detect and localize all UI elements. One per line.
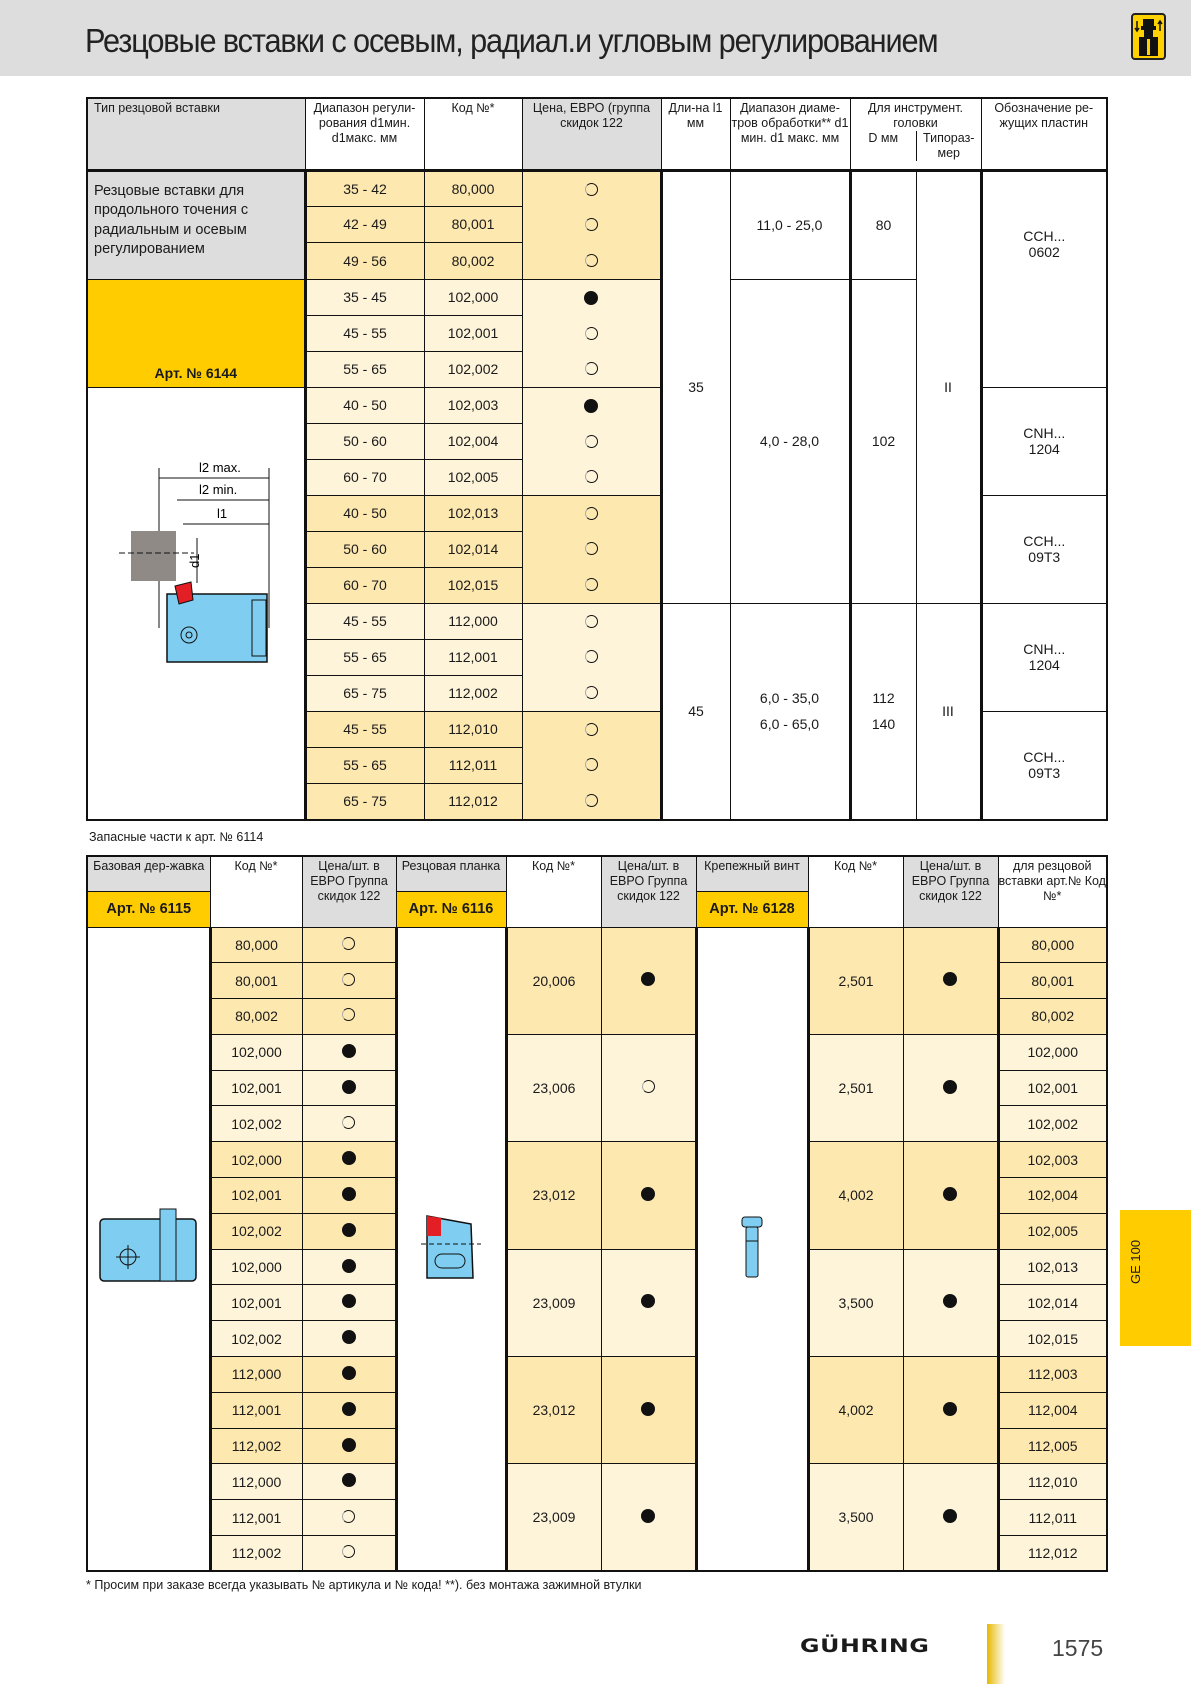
article-holder: Арт. № 6115 <box>87 891 210 927</box>
available-filled-circle-icon <box>342 1438 356 1452</box>
on-request-open-circle-icon <box>342 1116 355 1129</box>
price-cell <box>522 603 661 711</box>
available-filled-circle-icon <box>641 1294 655 1308</box>
code-cell: 102,014 <box>424 531 522 567</box>
screw-code-cell: 3,500 <box>808 1249 903 1356</box>
available-filled-circle-icon <box>342 1294 356 1308</box>
spare-parts-caption: Запасные части к арт. № 6114 <box>89 830 264 844</box>
for-insert-code-cell: 102,001 <box>998 1070 1107 1106</box>
for-insert-code-cell: 102,013 <box>998 1249 1107 1285</box>
available-filled-circle-icon <box>943 1080 957 1094</box>
plate-size: 09T3 <box>1028 765 1061 781</box>
for-insert-code-cell: 102,003 <box>998 1142 1107 1178</box>
code-cell: 80,002 <box>424 243 522 279</box>
holder-code-cell: 112,002 <box>210 1428 302 1464</box>
range-cell: 45 - 55 <box>305 711 424 747</box>
for-insert-code-cell: 112,010 <box>998 1464 1107 1500</box>
header-holder: Базовая дер-жавка <box>87 856 210 891</box>
plate-price-cell <box>601 927 696 1034</box>
available-filled-circle-icon <box>641 1509 655 1523</box>
insert-table <box>86 97 1108 821</box>
plate-cell <box>981 170 1107 387</box>
plate-size: 09T3 <box>1028 549 1061 565</box>
header-screw-code: Код №* <box>808 856 903 927</box>
plate-cell <box>981 603 1107 711</box>
range-cell: 49 - 56 <box>305 243 424 279</box>
available-filled-circle-icon <box>342 1151 356 1165</box>
head-d-cell: 80 <box>850 170 916 279</box>
range-cell: 65 - 75 <box>305 675 424 711</box>
on-request-open-circle-icon <box>585 507 598 520</box>
screw-price-cell <box>903 1034 998 1141</box>
header-type: Тип резцовой вставки <box>87 98 305 170</box>
holder-price-cell <box>302 1392 396 1428</box>
plate-code-cell: 23,012 <box>506 1357 601 1464</box>
range-cell: 42 - 49 <box>305 206 424 242</box>
holder-code-cell: 102,001 <box>210 1178 302 1214</box>
range-cell: 55 - 65 <box>305 747 424 783</box>
available-filled-circle-icon <box>943 1294 957 1308</box>
code-cell: 102,003 <box>424 387 522 423</box>
page-number: 1575 <box>1052 1635 1104 1661</box>
available-filled-circle-icon <box>641 1402 655 1416</box>
screw-price-cell <box>903 1357 998 1464</box>
head-d: 140 <box>871 716 896 732</box>
on-request-open-circle-icon <box>342 937 355 950</box>
plate-code-cell: 23,009 <box>506 1249 601 1356</box>
d1-label: d1 <box>186 553 202 568</box>
header-for-insert: для резцовой вставки арт.№ Код №* <box>998 856 1107 927</box>
range-cell: 50 - 60 <box>305 423 424 459</box>
plate-price-cell <box>601 1034 696 1141</box>
head-d-cell: 102 <box>850 279 916 603</box>
holder-code-cell: 112,001 <box>210 1392 302 1428</box>
header-holder-price: Цена/шт. в ЕВРО Группа скидок 122 <box>302 856 396 927</box>
holder-code-cell: 80,001 <box>210 963 302 999</box>
code-cell: 102,001 <box>424 315 522 351</box>
base-holder-image <box>98 1207 198 1287</box>
length-cell: 35 <box>661 170 730 603</box>
available-filled-circle-icon <box>342 1366 356 1380</box>
holder-code-cell: 112,001 <box>210 1500 302 1536</box>
plate-type: CNH... <box>1023 641 1066 657</box>
header-code: Код №* <box>424 98 522 170</box>
on-request-open-circle-icon <box>585 578 598 591</box>
holder-price-cell <box>302 927 396 963</box>
plate-price-cell <box>601 1142 696 1249</box>
on-request-open-circle-icon <box>585 218 598 231</box>
head-d: 112 <box>872 690 895 706</box>
plate-code-cell: 20,006 <box>506 927 601 1034</box>
price-cell <box>522 387 661 495</box>
plate-type: CCH... <box>1023 749 1066 765</box>
for-insert-code-cell: 112,012 <box>998 1536 1107 1572</box>
for-insert-code-cell: 102,015 <box>998 1321 1107 1357</box>
range-cell: 40 - 50 <box>305 495 424 531</box>
holder-code-cell: 102,001 <box>210 1070 302 1106</box>
for-insert-code-cell: 112,004 <box>998 1392 1107 1428</box>
l2max-label: l2 max. <box>198 459 241 475</box>
available-filled-circle-icon <box>641 972 655 986</box>
header-diam: Диапазон диаме-тров обработки** d1 мин. d1 макс. мм <box>730 98 850 170</box>
holder-price-cell <box>302 1285 396 1321</box>
diam-range: 6,0 - 35,0 <box>759 690 820 706</box>
code-cell: 112,010 <box>424 711 522 747</box>
l1-label: l1 <box>216 505 227 521</box>
range-cell: 40 - 50 <box>305 387 424 423</box>
holder-price-cell <box>302 1249 396 1285</box>
spare-parts-table <box>86 855 1108 1572</box>
plate-type: CCH... <box>1023 227 1066 244</box>
holder-price-cell <box>302 1106 396 1142</box>
on-request-open-circle-icon <box>585 470 598 483</box>
holder-price-cell <box>302 1142 396 1178</box>
range-cell: 55 - 65 <box>305 639 424 675</box>
header-holder-code: Код №* <box>210 856 302 927</box>
on-request-open-circle-icon <box>585 615 598 628</box>
plate-price-cell <box>601 1249 696 1356</box>
brand-logo: GÜHRING <box>800 1635 930 1657</box>
code-cell: 112,000 <box>424 603 522 639</box>
for-insert-code-cell: 80,000 <box>998 927 1107 963</box>
holder-code-cell: 102,002 <box>210 1321 302 1357</box>
header-head-size: Типораз-мер <box>916 131 981 161</box>
header-price: Цена, ЕВРО (группа скидок 122 <box>522 98 661 170</box>
plate-cell <box>981 495 1107 603</box>
header-head-d: D мм <box>868 131 899 145</box>
length-cell: 45 <box>661 603 730 820</box>
article-screw: Арт. № 6128 <box>696 891 808 927</box>
holder-price-cell <box>302 1464 396 1500</box>
plate-code-cell: 23,012 <box>506 1142 601 1249</box>
screw-code-cell: 4,002 <box>808 1142 903 1249</box>
screw-price-cell <box>903 1142 998 1249</box>
cutter-plate-image <box>421 1212 481 1282</box>
for-insert-code-cell: 112,011 <box>998 1500 1107 1536</box>
on-request-open-circle-icon <box>585 327 598 340</box>
code-cell: 102,013 <box>424 495 522 531</box>
available-filled-circle-icon <box>641 1187 655 1201</box>
on-request-open-circle-icon <box>342 1510 355 1523</box>
available-filled-circle-icon <box>584 399 598 413</box>
for-insert-code-cell: 102,014 <box>998 1285 1107 1321</box>
holder-price-cell <box>302 1213 396 1249</box>
on-request-open-circle-icon <box>585 435 598 448</box>
range-cell: 50 - 60 <box>305 531 424 567</box>
header-screw: Крепежный винт <box>696 856 808 891</box>
holder-price-cell <box>302 1034 396 1070</box>
for-insert-code-cell: 102,000 <box>998 1034 1107 1070</box>
screw-price-cell <box>903 1249 998 1356</box>
range-cell: 60 - 70 <box>305 459 424 495</box>
plate-cell <box>981 711 1107 820</box>
l2min-label: l2 min. <box>198 481 238 497</box>
plate-size: 0602 <box>1028 243 1060 260</box>
plate-type: CNH... <box>1023 425 1066 441</box>
header-plate-code: Код №* <box>506 856 601 927</box>
code-cell: 112,002 <box>424 675 522 711</box>
head-size-cell: III <box>916 603 981 820</box>
available-filled-circle-icon <box>342 1473 356 1487</box>
holder-price-cell <box>302 963 396 999</box>
insert-drawing <box>87 387 305 820</box>
diam-cell: 4,0 - 28,0 <box>730 279 850 603</box>
holder-code-cell: 112,000 <box>210 1357 302 1393</box>
screw-code-cell: 2,501 <box>808 927 903 1034</box>
header-screw-price: Цена/шт. в ЕВРО Группа скидок 122 <box>903 856 998 927</box>
price-cell <box>522 170 661 279</box>
holder-price-cell <box>302 999 396 1035</box>
holder-price-cell <box>302 1070 396 1106</box>
for-insert-code-cell: 112,005 <box>998 1428 1107 1464</box>
page-title: Резцовые вставки с осевым, радиал.и угловым регулированием <box>85 22 938 59</box>
holder-price-cell <box>302 1500 396 1536</box>
holder-price-cell <box>302 1321 396 1357</box>
code-cell: 102,002 <box>424 351 522 387</box>
code-cell: 80,001 <box>424 206 522 242</box>
screw-price-cell <box>903 1464 998 1571</box>
available-filled-circle-icon <box>943 1509 957 1523</box>
on-request-open-circle-icon <box>642 1080 655 1093</box>
plate-cell <box>981 387 1107 495</box>
available-filled-circle-icon <box>943 1187 957 1201</box>
on-request-open-circle-icon <box>342 1008 355 1021</box>
plate-code-cell: 23,009 <box>506 1464 601 1571</box>
head-d-cell <box>850 603 916 820</box>
section-tab[interactable] <box>1120 1210 1191 1346</box>
available-filled-circle-icon <box>342 1044 356 1058</box>
range-cell: 65 - 75 <box>305 783 424 819</box>
plate-price-cell <box>601 1464 696 1571</box>
on-request-open-circle-icon <box>585 686 598 699</box>
available-filled-circle-icon <box>342 1080 356 1094</box>
holder-code-cell: 102,000 <box>210 1142 302 1178</box>
head-size-cell: II <box>916 170 981 603</box>
holder-code-cell: 80,002 <box>210 999 302 1035</box>
tool-holder-adjust-icon <box>1131 13 1166 60</box>
price-cell <box>522 495 661 603</box>
insert-type-description: Резцовые вставки для продольного точения с радиальным и осевым регулированием <box>87 170 305 279</box>
available-filled-circle-icon <box>943 972 957 986</box>
on-request-open-circle-icon <box>585 650 598 663</box>
header-range: Диапазон регули-рования d1мин. d1макс. мм <box>305 98 424 170</box>
on-request-open-circle-icon <box>342 973 355 986</box>
for-insert-code-cell: 112,003 <box>998 1357 1107 1393</box>
on-request-open-circle-icon <box>585 794 598 807</box>
header-plate: Резцовая планка <box>396 856 506 891</box>
footnote: * Просим при заказе всегда указывать № артикула и № кода! **). без монтажа зажимной втулки <box>86 1578 642 1592</box>
header-head <box>850 98 981 170</box>
holder-price-cell <box>302 1178 396 1214</box>
for-insert-code-cell: 80,002 <box>998 999 1107 1035</box>
available-filled-circle-icon <box>342 1402 356 1416</box>
screw-price-cell <box>903 927 998 1034</box>
price-cell <box>522 279 661 387</box>
for-insert-code-cell: 102,002 <box>998 1106 1107 1142</box>
on-request-open-circle-icon <box>342 1545 355 1558</box>
for-insert-code-cell: 102,005 <box>998 1213 1107 1249</box>
range-cell: 35 - 42 <box>305 170 424 206</box>
available-filled-circle-icon <box>342 1187 356 1201</box>
holder-code-cell: 112,002 <box>210 1536 302 1572</box>
code-cell: 102,004 <box>424 423 522 459</box>
holder-price-cell <box>302 1357 396 1393</box>
for-insert-code-cell: 80,001 <box>998 963 1107 999</box>
on-request-open-circle-icon <box>585 362 598 375</box>
clamping-screw-image <box>740 1215 764 1279</box>
holder-code-cell: 102,000 <box>210 1249 302 1285</box>
for-insert-code-cell: 102,004 <box>998 1178 1107 1214</box>
header-plate-price: Цена/шт. в ЕВРО Группа скидок 122 <box>601 856 696 927</box>
header-head-title: Для инструмент. головки <box>867 101 964 130</box>
code-cell: 112,011 <box>424 747 522 783</box>
range-cell: 45 - 55 <box>305 315 424 351</box>
holder-code-cell: 112,000 <box>210 1464 302 1500</box>
section-tab-label: GE 100 <box>1128 1239 1143 1284</box>
holder-code-cell: 102,002 <box>210 1213 302 1249</box>
diam-cell: 11,0 - 25,0 <box>730 170 850 279</box>
available-filled-circle-icon <box>584 291 598 305</box>
on-request-open-circle-icon <box>585 183 598 196</box>
code-cell: 112,001 <box>424 639 522 675</box>
code-cell: 112,012 <box>424 783 522 819</box>
code-cell: 80,000 <box>424 170 522 206</box>
screw-code-cell: 2,501 <box>808 1034 903 1141</box>
holder-code-cell: 102,001 <box>210 1285 302 1321</box>
screw-code-cell: 3,500 <box>808 1464 903 1571</box>
plate-type: CCH... <box>1023 533 1066 549</box>
code-cell: 102,005 <box>424 459 522 495</box>
range-cell: 45 - 55 <box>305 603 424 639</box>
available-filled-circle-icon <box>342 1330 356 1344</box>
code-cell: 102,015 <box>424 567 522 603</box>
on-request-open-circle-icon <box>585 758 598 771</box>
header-length: Дли-на l1 мм <box>661 98 730 170</box>
range-cell: 60 - 70 <box>305 567 424 603</box>
plate-price-cell <box>601 1357 696 1464</box>
plate-code-cell: 23,006 <box>506 1034 601 1141</box>
available-filled-circle-icon <box>943 1402 957 1416</box>
range-cell: 55 - 65 <box>305 351 424 387</box>
holder-drawing <box>87 927 210 1571</box>
screw-code-cell: 4,002 <box>808 1357 903 1464</box>
article-number: Арт. № 6144 <box>87 279 305 387</box>
article-plate: Арт. № 6116 <box>396 891 506 927</box>
holder-price-cell <box>302 1536 396 1572</box>
on-request-open-circle-icon <box>585 542 598 555</box>
holder-code-cell: 102,000 <box>210 1034 302 1070</box>
header-plates: Обозначение ре-жущих пластин <box>981 98 1107 170</box>
plate-size: 1204 <box>1028 657 1060 673</box>
plate-drawing <box>396 927 506 1571</box>
holder-code-cell: 80,000 <box>210 927 302 963</box>
available-filled-circle-icon <box>342 1259 356 1273</box>
footer-divider <box>987 1624 1005 1684</box>
available-filled-circle-icon <box>342 1223 356 1237</box>
on-request-open-circle-icon <box>585 254 598 267</box>
insert-assembly-drawing <box>89 388 303 668</box>
plate-size: 1204 <box>1028 441 1060 457</box>
screw-drawing <box>696 927 808 1571</box>
on-request-open-circle-icon <box>585 723 598 736</box>
holder-price-cell <box>302 1428 396 1464</box>
holder-code-cell: 102,002 <box>210 1106 302 1142</box>
code-cell: 102,000 <box>424 279 522 315</box>
diam-cell <box>730 603 850 820</box>
diam-range: 6,0 - 65,0 <box>759 716 820 732</box>
range-cell: 35 - 45 <box>305 279 424 315</box>
price-cell <box>522 711 661 820</box>
